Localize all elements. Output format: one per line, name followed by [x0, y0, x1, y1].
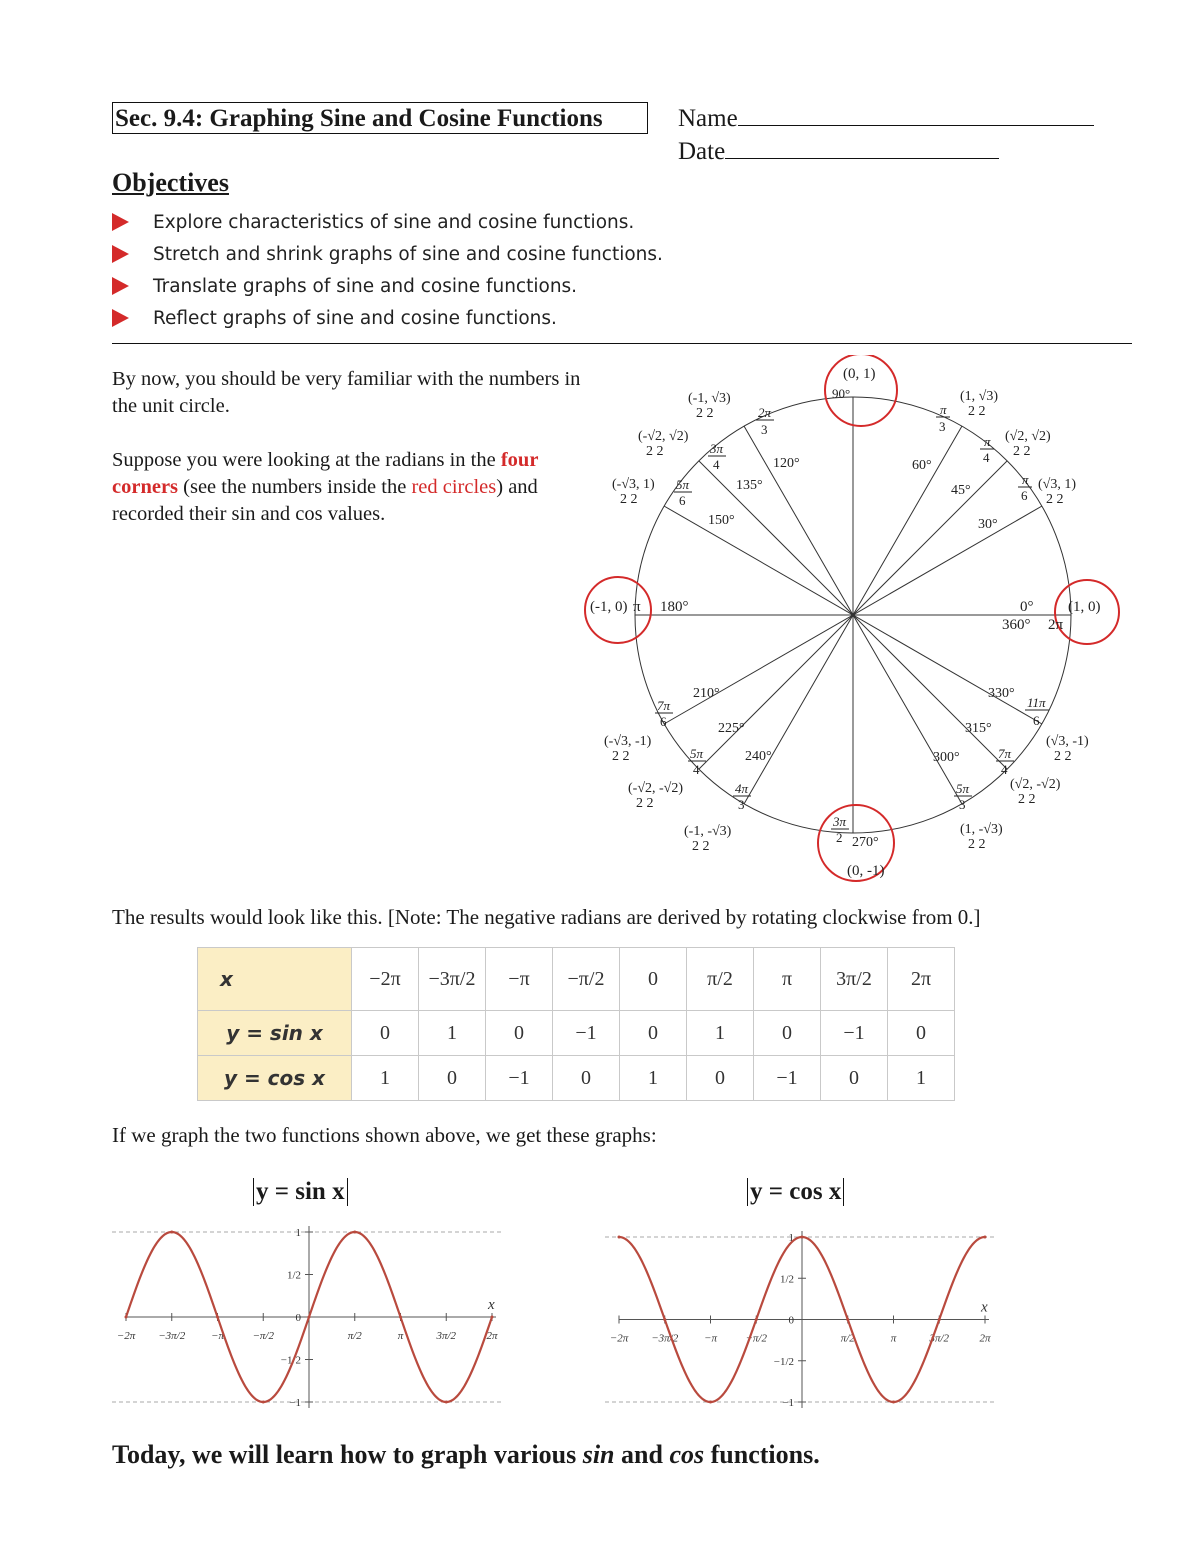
data-point: [709, 1401, 712, 1404]
deg-240-label: 240°: [745, 749, 772, 764]
cos-chart: [605, 1225, 1005, 1420]
point-top-label: (0, 1): [843, 366, 876, 382]
data-point: [125, 1316, 128, 1319]
svg-text:(√2, √2): (√2, √2): [1005, 429, 1051, 444]
rad-pi-label: π: [633, 599, 641, 615]
svg-text:(√2, -√2): (√2, -√2): [1010, 777, 1061, 792]
x-tick-label: 3π/2: [436, 1330, 457, 1342]
table-cell: π: [754, 948, 821, 1011]
svg-text:11π: 11π: [1027, 695, 1046, 710]
data-point: [801, 1236, 804, 1239]
svg-text:2 2: 2 2: [696, 406, 714, 421]
table-cell: 0: [687, 1056, 754, 1101]
data-point: [663, 1318, 666, 1321]
four-corners-text: four corners: [112, 449, 539, 498]
values-table: [197, 947, 955, 1101]
objective-item: Reflect graphs of sine and cosine functions.: [112, 308, 557, 329]
data-point: [170, 1231, 173, 1234]
red-arrow-icon: [112, 309, 129, 327]
red-circles-text: red circles: [411, 476, 497, 498]
svg-text:7π: 7π: [998, 746, 1012, 761]
deg-135-label: 135°: [736, 478, 763, 493]
point-right-label: (1, 0): [1068, 599, 1101, 615]
svg-text:2 2: 2 2: [612, 749, 630, 764]
table-cell: 0: [620, 1011, 687, 1056]
data-point: [846, 1318, 849, 1321]
objective-item: Translate graphs of sine and cosine functions.: [112, 276, 577, 297]
data-point: [216, 1316, 219, 1319]
deg-315-label: 315°: [965, 721, 992, 736]
radian-fraction-labels: [655, 402, 1049, 845]
table-cell: −1: [754, 1056, 821, 1101]
x-tick-label: −π: [704, 1332, 717, 1345]
table-cell: −2π: [352, 948, 419, 1011]
x-tick-label: π/2: [347, 1330, 362, 1342]
svg-text:(√3, 1): (√3, 1): [1038, 477, 1077, 492]
table-cell: 0: [821, 1056, 888, 1101]
svg-text:(-√2, -√2): (-√2, -√2): [628, 781, 684, 796]
svg-text:4: 4: [1001, 762, 1008, 777]
x-axis-label: x: [981, 1299, 988, 1316]
table-cell: −1: [821, 1011, 888, 1056]
page-title: [112, 102, 648, 134]
y-tick-label: 1/2: [286, 1269, 301, 1282]
y-tick-label: 1/2: [779, 1273, 794, 1286]
intro-paragraph-2: Suppose you were looking at the radians in the four corners (see the numbers inside the red circles) and recorded their sin and cos values.: [112, 449, 539, 525]
x-tick-label: 2π: [486, 1330, 498, 1342]
objective-item: Explore characteristics of sine and cosine functions.: [112, 212, 634, 233]
x-tick-label: −3π/2: [158, 1330, 186, 1342]
y-tick-label: −1/2: [773, 1355, 794, 1368]
svg-text:(-√3, -1): (-√3, -1): [604, 734, 652, 749]
point-left-label: (-1, 0): [590, 599, 628, 615]
data-point: [399, 1316, 402, 1319]
row-label-cos: y = cos x: [198, 1056, 352, 1101]
table-cell: 1: [352, 1056, 419, 1101]
sin-graph-title: y = sin x: [253, 1178, 348, 1206]
name-field[interactable]: [678, 103, 1094, 133]
svg-text:3: 3: [939, 419, 946, 434]
svg-text:(-√3, 1): (-√3, 1): [612, 477, 655, 492]
y-tick-label: −1: [289, 1397, 301, 1409]
y-tick-label: 0: [788, 1314, 794, 1327]
data-point: [938, 1318, 941, 1321]
svg-text:3: 3: [959, 797, 966, 812]
table-row: [198, 1011, 955, 1056]
deg-120-label: 120°: [773, 456, 800, 471]
table-cell: 1: [620, 1056, 687, 1101]
data-point: [892, 1401, 895, 1404]
deg-45-label: 45°: [951, 483, 971, 498]
svg-text:(√3, -1): (√3, -1): [1046, 734, 1089, 749]
table-cell: 1: [687, 1011, 754, 1056]
deg-225-label: 225°: [718, 721, 745, 736]
svg-text:3: 3: [761, 422, 768, 437]
objectives-heading: Objectives: [112, 168, 229, 197]
svg-text:2 2: 2 2: [1013, 444, 1031, 459]
deg-150-label: 150°: [708, 513, 735, 528]
svg-text:5π: 5π: [690, 746, 704, 761]
table-cell: 3π/2: [821, 948, 888, 1011]
graphs-intro: If we graph the two functions shown above, we get these graphs:: [112, 1123, 657, 1147]
table-cell: π/2: [687, 948, 754, 1011]
red-arrow-icon: [112, 277, 129, 295]
svg-text:4π: 4π: [735, 781, 749, 796]
svg-text:(-√2, √2): (-√2, √2): [638, 429, 689, 444]
x-tick-label: −2π: [609, 1332, 629, 1345]
svg-text:2: 2: [836, 830, 843, 845]
x-tick-label: 2π: [979, 1332, 991, 1345]
svg-text:π: π: [940, 402, 947, 417]
deg-330-label: 330°: [988, 686, 1015, 701]
table-cell: −1: [486, 1056, 553, 1101]
svg-text:2 2: 2 2: [636, 796, 654, 811]
deg-270-label: 270°: [852, 835, 879, 850]
svg-text:3: 3: [738, 797, 745, 812]
x-tick-label: 3π/2: [929, 1332, 950, 1345]
x-tick-label: −2π: [116, 1330, 136, 1342]
x-tick-label: −π/2: [745, 1332, 768, 1345]
table-cell: 2π: [888, 948, 955, 1011]
deg-30-label: 30°: [978, 517, 998, 532]
data-point: [984, 1236, 987, 1239]
y-tick-label: 1: [788, 1232, 794, 1244]
row-label-x: x: [198, 948, 352, 1011]
deg-210-label: 210°: [693, 686, 720, 701]
x-tick-label: π: [890, 1332, 897, 1345]
deg-60-label: 60°: [912, 458, 932, 473]
data-point: [262, 1401, 265, 1404]
page-title-text: Sec. 9.4: Graphing Sine and Cosine Functions: [115, 105, 603, 132]
date-blank[interactable]: [725, 136, 999, 159]
table-cell: 1: [419, 1011, 486, 1056]
row-label-sin: y = sin x: [198, 1011, 352, 1056]
table-row: [198, 948, 955, 1011]
svg-text:6: 6: [660, 714, 667, 729]
sin-chart: [112, 1220, 512, 1420]
svg-text:2π: 2π: [758, 405, 772, 420]
svg-text:5π: 5π: [676, 477, 690, 492]
table-cell: 0: [888, 1011, 955, 1056]
table-cell: 1: [888, 1056, 955, 1101]
y-tick-label: 0: [295, 1312, 301, 1324]
date-label: Date: [678, 138, 726, 165]
red-arrow-icon: [112, 245, 129, 263]
table-cell: −π: [486, 948, 553, 1011]
data-point: [353, 1231, 356, 1234]
x-tick-label: −3π/2: [651, 1332, 679, 1345]
svg-text:(-1, -√3): (-1, -√3): [684, 824, 732, 839]
deg-0-label: 0°: [1020, 599, 1034, 615]
svg-text:4: 4: [983, 450, 990, 465]
svg-text:5π: 5π: [956, 781, 970, 796]
table-cell: 0: [754, 1011, 821, 1056]
y-tick-label: 1: [295, 1227, 301, 1239]
closing-statement: Today, we will learn how to graph various sin and cos functions.: [112, 1440, 820, 1469]
svg-text:4: 4: [713, 457, 720, 472]
svg-text:3π: 3π: [710, 441, 724, 456]
x-tick-label: π: [397, 1330, 404, 1342]
svg-text:(1, -√3): (1, -√3): [960, 822, 1003, 837]
name-blank[interactable]: [738, 103, 1094, 126]
svg-text:2 2: 2 2: [1054, 749, 1072, 764]
x-axis-label: x: [488, 1297, 495, 1313]
svg-text:π: π: [1022, 472, 1029, 487]
svg-text:2 2: 2 2: [646, 444, 664, 459]
x-tick-label: −π/2: [252, 1330, 275, 1342]
rad-2pi-label: 2π: [1048, 617, 1064, 633]
svg-text:3π: 3π: [833, 814, 847, 829]
table-cell: 0: [620, 948, 687, 1011]
svg-text:6: 6: [1033, 713, 1040, 728]
x-tick-label: −π: [211, 1330, 224, 1342]
table-cell: −3π/2: [419, 948, 486, 1011]
table-cell: −π/2: [553, 948, 620, 1011]
data-point: [618, 1236, 621, 1239]
date-field[interactable]: [678, 136, 999, 166]
name-label: Name: [678, 105, 738, 132]
svg-text:6: 6: [1021, 488, 1028, 503]
table-cell: 0: [486, 1011, 553, 1056]
x-tick-label: π/2: [840, 1332, 855, 1345]
table-cell: 0: [352, 1011, 419, 1056]
svg-text:4: 4: [693, 762, 700, 777]
deg-180-label: 180°: [660, 599, 689, 615]
cos-graph-title: y = cos x: [747, 1178, 844, 1206]
table-cell: −1: [553, 1011, 620, 1056]
results-note: The results would look like this. [Note: The negative radians are derived by rotating clockwise from 0.]: [112, 905, 981, 929]
table-cell: 0: [553, 1056, 620, 1101]
svg-text:(1, √3): (1, √3): [960, 389, 999, 404]
deg-90-label: 90°: [832, 386, 851, 401]
red-arrow-icon: [112, 213, 129, 231]
svg-text:π: π: [984, 434, 991, 449]
objective-item: Stretch and shrink graphs of sine and cosine functions.: [112, 244, 663, 265]
svg-text:6: 6: [679, 493, 686, 508]
table-cell: 0: [419, 1056, 486, 1101]
svg-text:2 2: 2 2: [1046, 492, 1064, 507]
data-point: [308, 1316, 311, 1319]
y-tick-label: −1/2: [280, 1354, 301, 1367]
svg-text:(-1, √3): (-1, √3): [688, 391, 731, 406]
section-divider: [112, 343, 1132, 344]
intro-paragraph-1: By now, you should be very familiar with the numbers in the unit circle.: [112, 368, 581, 417]
unit-circle-diagram: [580, 355, 1125, 885]
data-point: [445, 1401, 448, 1404]
svg-text:2 2: 2 2: [692, 839, 710, 854]
data-point: [755, 1318, 758, 1321]
point-bottom-label: (0, -1): [847, 863, 885, 879]
svg-text:2 2: 2 2: [968, 404, 986, 419]
svg-text:2 2: 2 2: [968, 837, 986, 852]
svg-text:7π: 7π: [657, 698, 671, 713]
svg-text:2 2: 2 2: [1018, 792, 1036, 807]
data-point: [491, 1316, 494, 1319]
svg-text:2 2: 2 2: [620, 492, 638, 507]
deg-300-label: 300°: [933, 750, 960, 765]
deg-360-label: 360°: [1002, 617, 1031, 633]
y-tick-label: −1: [782, 1397, 794, 1409]
table-row: [198, 1056, 955, 1101]
